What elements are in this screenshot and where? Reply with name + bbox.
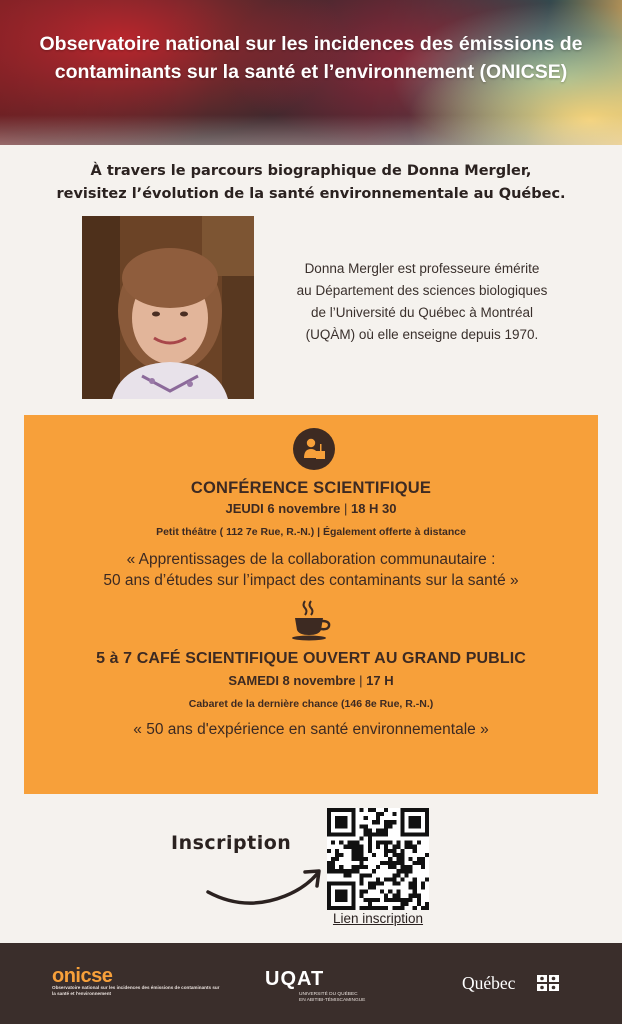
uqat-subtitle-line-2: EN ABITIBI-TÉMISCAMINGUE [299,997,366,1003]
arrow-icon [205,862,325,912]
intro-text [10,160,612,206]
conference-date: JEUDI 6 novembre | 18 H 30 [225,501,397,516]
conference-topic-line-2: 50 ans d’études sur l’impact des contaminants sur la santé » [103,572,519,589]
cafe-date: SAMEDI 8 novembre | 17 H [228,673,394,688]
uqat-logo: UQAT [265,968,325,990]
bio-line-1: Donna Mergler est professeure émérite [304,261,540,276]
conference-day: JEUDI 6 novembre [225,501,341,516]
cafe-title: 5 à 7 CAFÉ SCIENTIFIQUE OUVERT AU GRAND PUBLIC [96,650,526,667]
onicse-subtitle: Observatoire national sur les incidences des émissions de contaminants sur la santé et l'environnement [52,985,220,996]
speaker-icon [293,428,335,470]
conference-title: CONFÉRENCE SCIENTIFIQUE [190,479,432,497]
uqat-subtitle-line-1: UNIVERSITÉ DU QUÉBEC [299,992,358,997]
conference-topic [24,549,598,591]
intro-line-2: revisitez l’évolution de la santé environnementale au Québec. [56,186,566,202]
header-banner [0,0,622,145]
registration-link[interactable]: Lien inscription [332,911,424,926]
quebec-logo: Québec [462,973,516,993]
page-title: Observatoire national sur les incidences des émissions de contaminants sur la santé et l’environnement (ONICSE) [39,33,583,83]
qr-code[interactable] [327,808,429,910]
inscription-label: Inscription [171,832,292,854]
conference-time: 18 H 30 [350,501,397,516]
bio-line-2: au Département des sciences biologiques [296,283,548,298]
cafe-time: 17 H [366,673,394,688]
portrait-photo [82,216,254,399]
conference-place: Petit théâtre ( 112 7e Rue, R.-N.) | Également offerte à distance [156,526,466,538]
onicse-logo: onicse [52,965,113,987]
cafe-place: Cabaret de la dernière chance (146 8e Rue, R.-N.) [188,698,434,710]
quebec-flag-icon [537,975,559,991]
coffee-cup-icon [289,598,333,642]
cafe-topic: « 50 ans d'expérience en santé environnementale » [133,721,489,738]
conference-topic-line-1: « Apprentissages de la collaboration communautaire : [126,551,496,568]
intro-line-1: À travers le parcours biographique de Donna Mergler, [90,163,532,179]
cafe-day: SAMEDI 8 novembre [228,673,356,688]
bio-line-3: de l’Université du Québec à Montréal [310,305,534,320]
bio-text [272,258,572,346]
uqat-subtitle [299,992,365,1003]
bio-line-4: (UQÀM) où elle enseigne depuis 1970. [305,327,539,342]
